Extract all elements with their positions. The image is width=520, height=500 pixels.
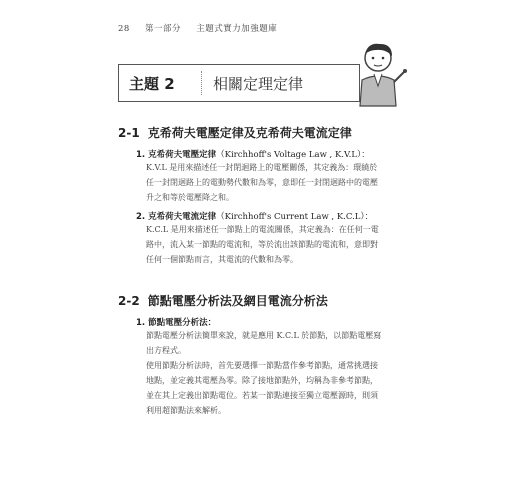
- kvl-heading: [136, 148, 370, 160]
- kcl-english: （Kirchhoff's Current Law , K.C.L）：: [216, 212, 374, 222]
- topic-banner: [118, 64, 360, 102]
- text-line: 利用超節點法來解析。: [146, 406, 226, 415]
- section-2-2-heading: [118, 292, 328, 309]
- page-number: 28: [118, 24, 130, 34]
- text-line: 地點，並定義其電壓為零。除了接地節點外，均稱為非參考節點，: [146, 376, 378, 385]
- text-line: 任何一個節點而言，其電流的代數和為零。: [146, 255, 298, 264]
- topic-title: 相關定理定律: [213, 74, 304, 93]
- node-voltage-heading: [136, 316, 216, 328]
- text-line: 使用節點分析法時，首先要選擇一節點當作參考節點，通常挑選接: [146, 361, 378, 370]
- kcl-paragraph: [146, 222, 410, 267]
- kvl-title: 1. 克希荷夫電壓定律: [136, 150, 217, 160]
- running-header: [118, 22, 289, 34]
- section-number: 2-1: [118, 126, 140, 140]
- part-label: 第一部分: [145, 24, 182, 34]
- kcl-heading: [136, 210, 373, 222]
- text-line: 路中，流入某一節點的電流和，等於流出該節點的電流和，意即對: [146, 240, 378, 249]
- text-line: K.V.L 是用來描述任一封閉迴路上的電壓關係，其定義為：環繞於: [146, 163, 378, 172]
- section-2-1-heading: [118, 124, 352, 141]
- topic-label: 主題 2: [129, 74, 175, 93]
- book-title: 主題式實力加強題庫: [196, 24, 278, 34]
- section-title: 克希荷夫電壓定律及克希荷夫電流定律: [147, 126, 352, 140]
- text-line: 升之和等於電壓降之和。: [146, 193, 234, 202]
- node-voltage-title: 1. 節點電壓分析法：: [136, 318, 217, 328]
- section-number: 2-2: [118, 294, 140, 308]
- text-line: 並在其上定義出節點電位。若某一節點連接至獨立電壓源時，則須: [146, 391, 378, 400]
- teacher-illustration-icon: [350, 38, 410, 108]
- kvl-english: （Kirchhoff's Voltage Law , K.V.L）：: [216, 150, 370, 160]
- text-line: 節點電壓分析法簡單來說，就是應用 K.C.L 於節點，以節點電壓寫: [146, 331, 382, 340]
- text-line: K.C.L 是用來描述任一節點上的電流關係，其定義為：在任何一電: [146, 225, 379, 234]
- node-voltage-paragraph: [146, 328, 410, 418]
- section-title: 節點電壓分析法及網目電流分析法: [147, 294, 328, 308]
- text-line: 任一封閉迴路上的電動勢代數和為零，意即任一封閉迴路中的電壓: [146, 178, 378, 187]
- kvl-paragraph: [146, 160, 410, 205]
- kcl-title: 2. 克希荷夫電流定律: [136, 212, 217, 222]
- text-line: 出方程式。: [146, 346, 186, 355]
